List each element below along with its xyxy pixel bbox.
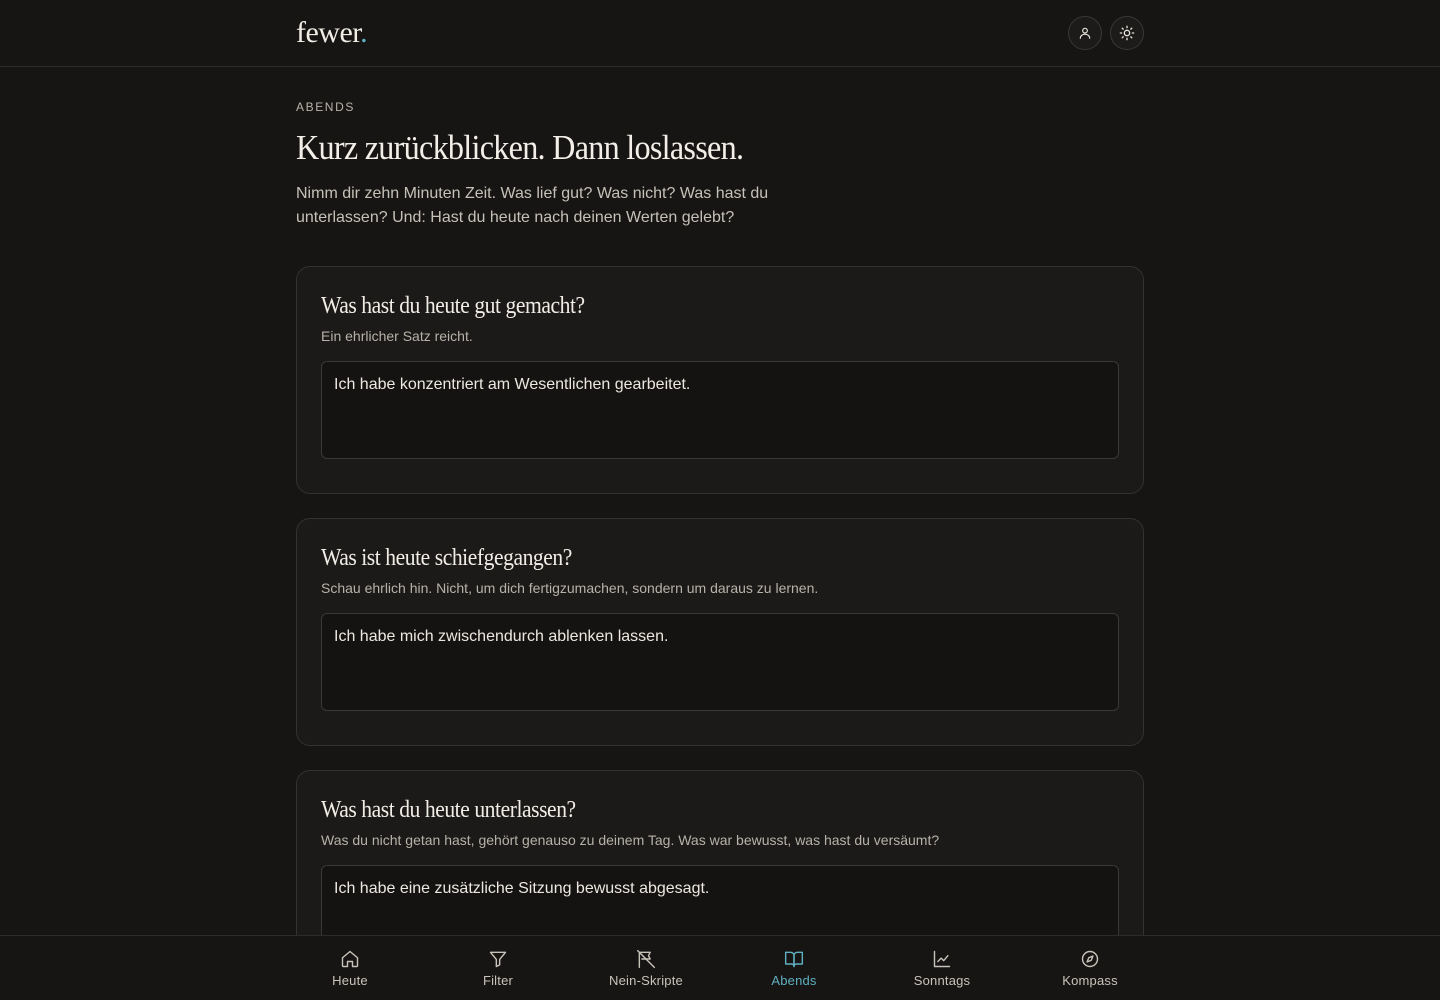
question-hint: Was du nicht getan hast, gehört genauso zu deinem Tag. Was war bewusst, was hast du versäumt? — [321, 832, 940, 848]
nav-label: Filter — [482, 972, 514, 988]
filter-icon — [488, 949, 508, 969]
user-icon — [1078, 26, 1092, 40]
home-icon — [340, 949, 360, 969]
nav-item-kompass[interactable] — [1016, 936, 1164, 1000]
logo[interactable] — [296, 16, 367, 50]
nav-label: Heute — [332, 972, 368, 988]
flag-off-icon — [636, 949, 656, 969]
question-hint: Schau ehrlich hin. Nicht, um dich fertigzumachen, sondern um daraus zu lernen. — [321, 580, 819, 596]
nav-item-abends[interactable] — [720, 936, 868, 1000]
chart-line-icon — [932, 949, 952, 969]
nav-label: Abends — [771, 972, 817, 988]
bottom-nav — [0, 935, 1440, 1000]
logo-dot: . — [360, 16, 368, 49]
question-title: Was hast du heute unterlassen? — [321, 797, 576, 823]
nav-item-nein-skripte[interactable] — [572, 936, 720, 1000]
page-title: Kurz zurückblicken. Dann loslassen. — [296, 128, 744, 167]
question-card-wrong — [296, 518, 1144, 746]
question-title: Was ist heute schiefgegangen? — [321, 545, 572, 571]
compass-icon — [1080, 949, 1100, 969]
question-title: Was hast du heute gut gemacht? — [321, 293, 585, 319]
profile-button[interactable] — [1068, 16, 1102, 50]
intro-description: Nimm dir zehn Minuten Zeit. Was lief gut? Was nicht? Was hast du unterlassen? Und: Hast du heute nach deinen Werten gelebt? — [296, 185, 769, 226]
question-hint: Ein ehrlicher Satz reicht. — [321, 328, 473, 344]
answer-input-wrong[interactable] — [321, 613, 1119, 711]
intro-section — [296, 100, 1144, 230]
logo-text: fewer — [296, 16, 361, 49]
answer-input-good[interactable] — [321, 361, 1119, 459]
nav-item-heute[interactable] — [276, 936, 424, 1000]
nav-label: Sonntags — [913, 972, 971, 988]
top-bar — [0, 0, 1440, 67]
book-open-icon — [784, 949, 804, 969]
question-card-good — [296, 266, 1144, 494]
theme-toggle-button[interactable] — [1110, 16, 1144, 50]
nav-label: Nein-Skripte — [609, 972, 683, 988]
nav-label: Kompass — [1062, 972, 1118, 988]
nav-item-filter[interactable] — [424, 936, 572, 1000]
nav-item-sonntags[interactable] — [868, 936, 1016, 1000]
sun-icon — [1119, 25, 1135, 41]
header-actions — [1068, 16, 1144, 50]
section-eyebrow: ABENDS — [296, 100, 355, 114]
